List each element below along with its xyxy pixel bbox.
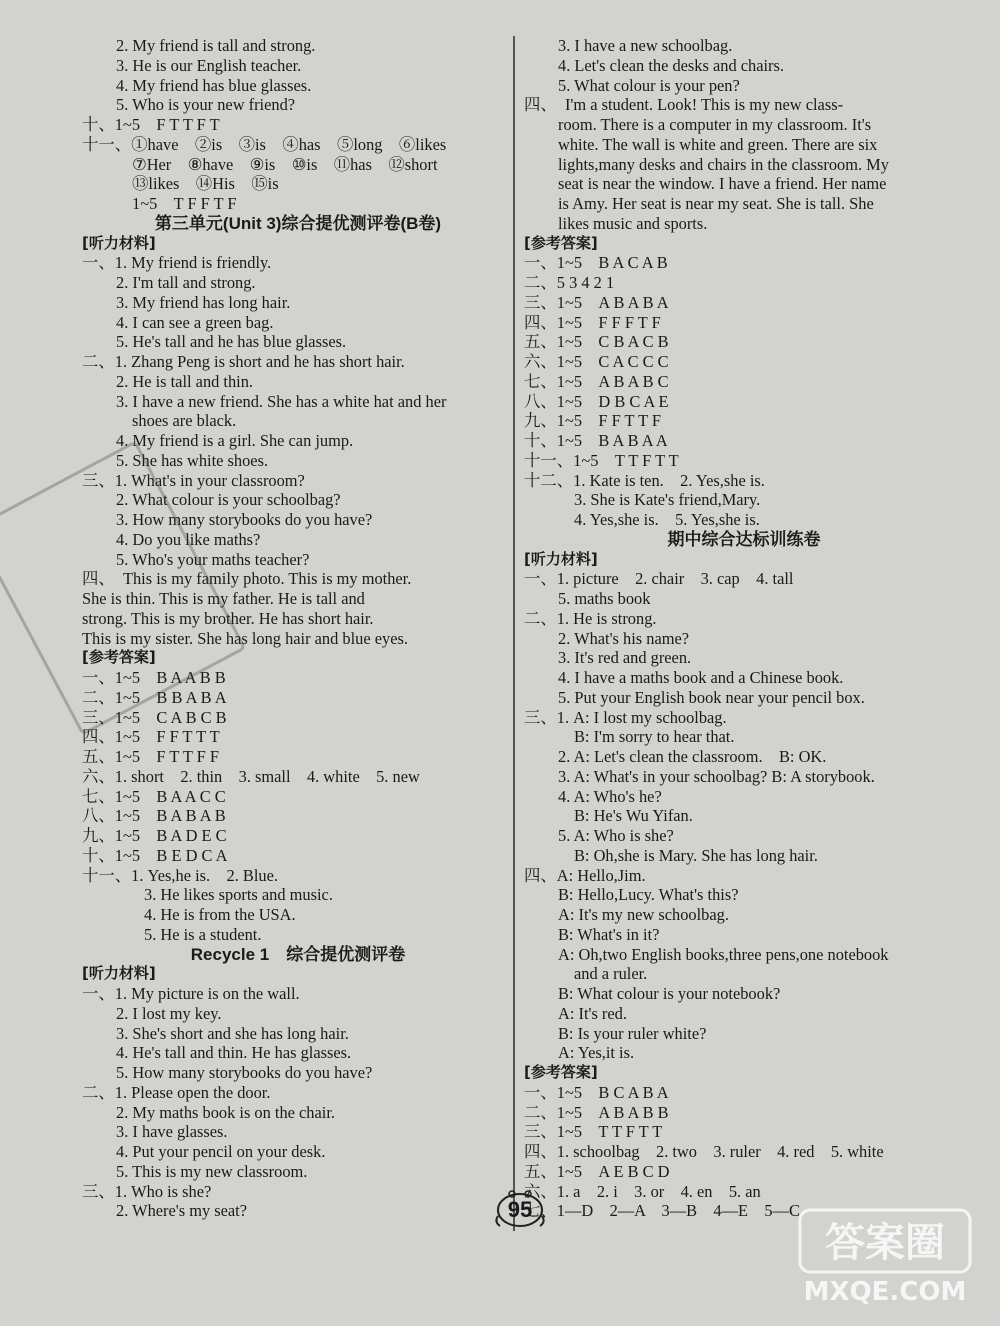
text-line: 4. He is from the USA. xyxy=(144,905,296,924)
text-line: 七、1~5 A B A B C xyxy=(524,371,669,391)
text-line: 八、1~5 D B C A E xyxy=(524,391,669,411)
text-line: 四、1. schoolbag 2. two 3. ruler 4. red 5. white xyxy=(524,1142,884,1161)
right-column xyxy=(524,36,964,1221)
text-line: 3. How many storybooks do you have? xyxy=(116,510,373,529)
text-line: 二、5 3 4 2 1 xyxy=(524,273,615,292)
text-line: 一、1~5 B A C A B xyxy=(524,253,668,273)
text-line: 5. Who's your maths teacher? xyxy=(116,549,310,569)
text-line: 5. Put your English book near your pencil box. xyxy=(558,687,865,707)
text-line: B: Hello,Lucy. What's this? xyxy=(558,885,739,905)
text-line: 四、A: Hello,Jim. xyxy=(524,865,646,885)
text-line: This is my sister. She has long hair and blue eyes. xyxy=(82,628,408,648)
text-line: 八、1~5 B A B A B xyxy=(82,806,226,826)
page-number xyxy=(492,1188,548,1228)
text-line: 二、1. Please open the door. xyxy=(82,1082,271,1102)
text-line: 2. I'm tall and strong. xyxy=(116,273,256,292)
text-line: 三、1~5 T T F T T xyxy=(524,1122,663,1142)
text-line: 4. He's tall and thin. He has glasses. xyxy=(116,1043,352,1063)
text-line: 一、1. picture 2. chair 3. cap 4. tall xyxy=(524,569,794,589)
text-line: 2. He is tall and thin. xyxy=(116,371,254,391)
text-line: A: It's my new schoolbag. xyxy=(558,905,729,924)
section-label: [参考答案] xyxy=(524,1063,598,1081)
text-line: 六、1. a 2. i 3. or 4. en 5. an xyxy=(524,1181,761,1201)
text-line: 3. I have glasses. xyxy=(116,1122,228,1142)
text-line: 十一、①have ②is ③is ④has ⑤long ⑥likes xyxy=(82,134,447,154)
text-line: 5. He is a student. xyxy=(144,924,262,944)
text-line: 五、1~5 C B A C B xyxy=(524,332,669,352)
text-line: 七、1—D 2—A 3—B 4—E 5—C xyxy=(524,1201,800,1221)
text-line: 十、1~5 B A B A A xyxy=(524,431,668,450)
section-label: [参考答案] xyxy=(524,233,598,252)
text-line: 5. What colour is your pen? xyxy=(558,75,740,95)
text-line: B: What colour is your notebook? xyxy=(558,984,781,1003)
text-line: B: Oh,she is Mary. She has long hair. xyxy=(574,845,818,865)
text-line: 六、1~5 C A C C C xyxy=(524,352,669,371)
text-line: 5. A: Who is she? xyxy=(558,826,674,845)
text-line: 四、 I'm a student. Look! This is my new class- xyxy=(524,95,844,115)
text-line: 1~5 T F F T F xyxy=(132,194,237,213)
text-line: 4. My friend has blue glasses. xyxy=(116,75,312,95)
text-line: 2. A: Let's clean the classroom. B: OK. xyxy=(558,747,827,766)
text-line: 3. It's red and green. xyxy=(558,648,692,668)
text-line: lights,many desks and chairs in the classroom. My xyxy=(558,154,889,174)
text-line: 4. I can see a green bag. xyxy=(116,312,274,332)
text-line: 九、1~5 B A D E C xyxy=(82,826,227,845)
watermark-bottom-text: MXQE.COM xyxy=(803,1277,967,1307)
text-line: ⑬likes ⑭His ⑮is xyxy=(132,174,279,194)
section-title: 第三单元(Unit 3)综合提优测评卷(B卷) xyxy=(154,213,442,233)
text-line: 二、1~5 B B A B A xyxy=(82,687,227,707)
text-line: 四、1~5 F F T T T xyxy=(82,727,220,747)
text-line: 4. A: Who's he? xyxy=(558,786,662,806)
text-line: 3. A: What's in your schoolbag? B: A storybook. xyxy=(558,766,875,786)
section-label: [听力材料] xyxy=(82,964,156,983)
section-title: 期中综合达标训练卷 xyxy=(667,529,821,549)
watermark-top-text: 答案圈 xyxy=(825,1220,945,1266)
text-line: 五、1~5 A E B C D xyxy=(524,1161,670,1181)
text-line: 三、1. What's in your classroom? xyxy=(82,470,305,490)
text-line: 2. What's his name? xyxy=(558,628,690,648)
text-line: 4. Do you like maths? xyxy=(116,529,261,549)
text-line: 5. She has white shoes. xyxy=(116,450,269,470)
text-line: B: Is your ruler white? xyxy=(558,1023,707,1043)
text-line: A: Yes,it is. xyxy=(558,1043,635,1063)
watermark-icon xyxy=(790,1202,980,1312)
text-line: 3. He likes sports and music. xyxy=(144,885,333,905)
text-line: room. There is a computer in my classroom. It's xyxy=(558,115,872,134)
text-line: strong. This is my brother. He has short hair. xyxy=(82,608,374,628)
text-line: ⑦Her ⑧have ⑨is ⑩is ⑪has ⑫short xyxy=(132,154,438,174)
page-number-text: 95 xyxy=(507,1197,533,1222)
text-line: 3. My friend has long hair. xyxy=(116,292,291,312)
text-line: 五、1~5 F T T F F xyxy=(82,747,220,766)
text-line: A: It's red. xyxy=(558,1003,627,1023)
text-line: 3. He is our English teacher. xyxy=(116,55,302,75)
text-line: 4. Put your pencil on your desk. xyxy=(116,1142,326,1161)
text-line: and a ruler. xyxy=(574,964,648,984)
section-title: Recycle 1 综合提优测评卷 xyxy=(190,944,406,964)
section-label: [听力材料] xyxy=(524,549,598,568)
text-line: 5. How many storybooks do you have? xyxy=(116,1063,373,1082)
text-line: 三、1~5 A B A B A xyxy=(524,292,669,312)
text-line: 四、 This is my family photo. This is my mother. xyxy=(82,569,412,589)
text-line: 3. She is Kate's friend,Mary. xyxy=(574,490,761,510)
section-label: [听力材料] xyxy=(82,233,156,252)
text-line: 5. He's tall and he has blue glasses. xyxy=(116,332,347,352)
text-line: 4. My friend is a girl. She can jump. xyxy=(116,431,354,450)
text-line: B: What's in it? xyxy=(558,924,660,944)
text-line: 2. I lost my key. xyxy=(116,1003,222,1023)
text-line: 二、1. He is strong. xyxy=(524,608,657,628)
watermark-logo xyxy=(790,1202,980,1312)
text-line: 3. I have a new schoolbag. xyxy=(558,36,733,55)
text-line: 2. My friend is tall and strong. xyxy=(116,36,316,55)
text-line: 一、1. My picture is on the wall. xyxy=(82,984,300,1003)
text-line: 3. I have a new friend. She has a white hat and her xyxy=(116,391,447,411)
text-line: 3. She's short and she has long hair. xyxy=(116,1023,349,1043)
text-line: 5. maths book xyxy=(558,589,651,608)
text-line: 三、1. A: I lost my schoolbag. xyxy=(524,707,727,727)
text-line: 十一、1~5 T T F T T xyxy=(524,450,679,470)
text-line: likes music and sports. xyxy=(558,213,708,233)
text-line: 四、1~5 F F F T F xyxy=(524,312,661,332)
text-line: seat is near the window. I have a friend. Her name xyxy=(558,174,887,194)
text-line: 十二、1. Kate is ten. 2. Yes,she is. xyxy=(524,470,765,490)
text-line: B: He's Wu Yifan. xyxy=(574,806,693,826)
text-line: is Amy. Her seat is near my seat. She is tall. She xyxy=(558,194,874,213)
text-line: 4. Let's clean the desks and chairs. xyxy=(558,55,784,75)
text-line: 十一、1. Yes,he is. 2. Blue. xyxy=(82,865,278,885)
text-line: 5. This is my new classroom. xyxy=(116,1161,308,1181)
text-line: B: I'm sorry to hear that. xyxy=(574,727,735,747)
text-line: 六、1. short 2. thin 3. small 4. white 5. new xyxy=(82,766,420,786)
text-line: 一、1~5 B A A B B xyxy=(82,668,226,687)
text-line: 2. Where's my seat? xyxy=(116,1201,247,1221)
text-line: 二、1~5 A B A B B xyxy=(524,1102,669,1122)
text-line: She is thin. This is my father. He is tall and xyxy=(82,589,365,608)
text-line: 十、1~5 F T T F T xyxy=(82,115,220,134)
text-line: 2. My maths book is on the chair. xyxy=(116,1102,335,1122)
text-line: 4. Yes,she is. 5. Yes,she is. xyxy=(574,510,760,529)
text-line: 2. What colour is your schoolbag? xyxy=(116,490,341,510)
text-line: 三、1. Who is she? xyxy=(82,1181,212,1201)
text-line: 三、1~5 C A B C B xyxy=(82,707,227,727)
section-label: [参考答案] xyxy=(82,648,156,667)
text-line: 十、1~5 B E D C A xyxy=(82,845,228,865)
text-line: 七、1~5 B A A C C xyxy=(82,786,226,806)
text-line: 5. Who is your new friend? xyxy=(116,95,296,115)
text-line: A: Oh,two English books,three pens,one notebook xyxy=(558,944,889,964)
text-line: shoes are black. xyxy=(132,411,237,431)
text-line: 一、1~5 B C A B A xyxy=(524,1082,669,1102)
text-line: 一、1. My friend is friendly. xyxy=(82,253,272,273)
text-line: 4. I have a maths book and a Chinese book. xyxy=(558,668,844,687)
text-line: white. The wall is white and green. There are six xyxy=(558,134,878,154)
text-line: 九、1~5 F F T T F xyxy=(524,411,662,431)
text-line: 二、1. Zhang Peng is short and he has short hair. xyxy=(82,352,405,371)
